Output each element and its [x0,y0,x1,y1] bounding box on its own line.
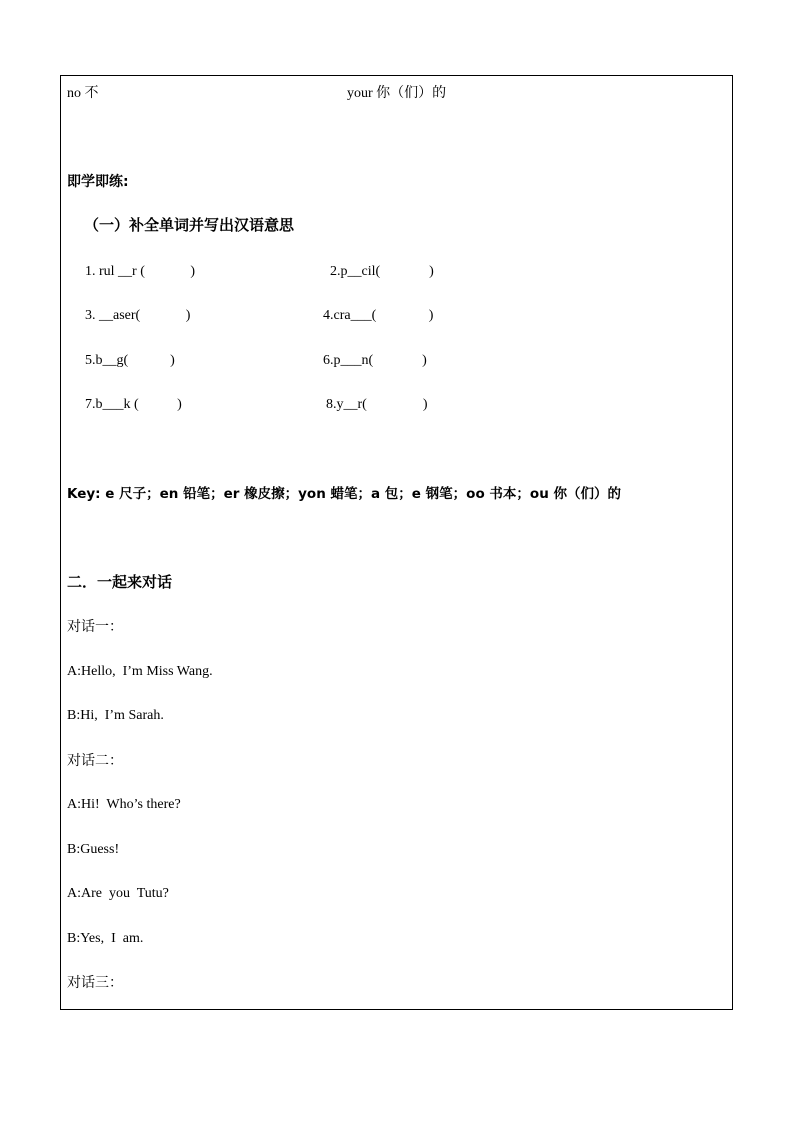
exercise-item: 6.p___n( ) [323,353,427,368]
dialogue-line: B:Guess! [67,842,120,857]
exercise-item: 2.p__cil( ) [330,264,434,279]
part1-title: （一）补全单词并写出汉语意思 [84,216,295,234]
exercise-item: 4.cra___( ) [323,308,434,323]
dialogue-3-label: 对话三： [67,975,123,991]
exercise-item: 1. rul __r ( ) [85,264,196,279]
dialogue-section-title: 二．一起来对话 [67,573,173,591]
exercise-item: 5.b__g( ) [85,353,175,368]
dialogue-line: A:Hello, I’m Miss Wang. [67,664,213,679]
exercise-item: 3. __aser( ) [85,308,191,323]
practice-heading: 即学即练: [67,174,129,190]
vocab-your: your 你（们）的 [347,86,447,101]
dialogue-line: A:Hi! Who’s there? [67,797,181,812]
dialogue-line: A:Are you Tutu? [67,886,169,901]
dialogue-1-label: 对话一： [67,619,123,635]
answer-key: Key: e 尺子；en 铅笔；er 橡皮擦；yon 蜡笔；a 包；e 钢笔；oo 书本；ou 你（们）的 [67,486,622,502]
exercise-item: 8.y__r( ) [326,397,428,412]
dialogue-line: B:Hi, I’m Sarah. [67,708,164,723]
exercise-item: 7.b___k ( ) [85,397,182,412]
dialogue-2-label: 对话二： [67,753,123,769]
vocab-no: no 不 [67,86,99,101]
dialogue-line: B:Yes, I am. [67,931,144,946]
